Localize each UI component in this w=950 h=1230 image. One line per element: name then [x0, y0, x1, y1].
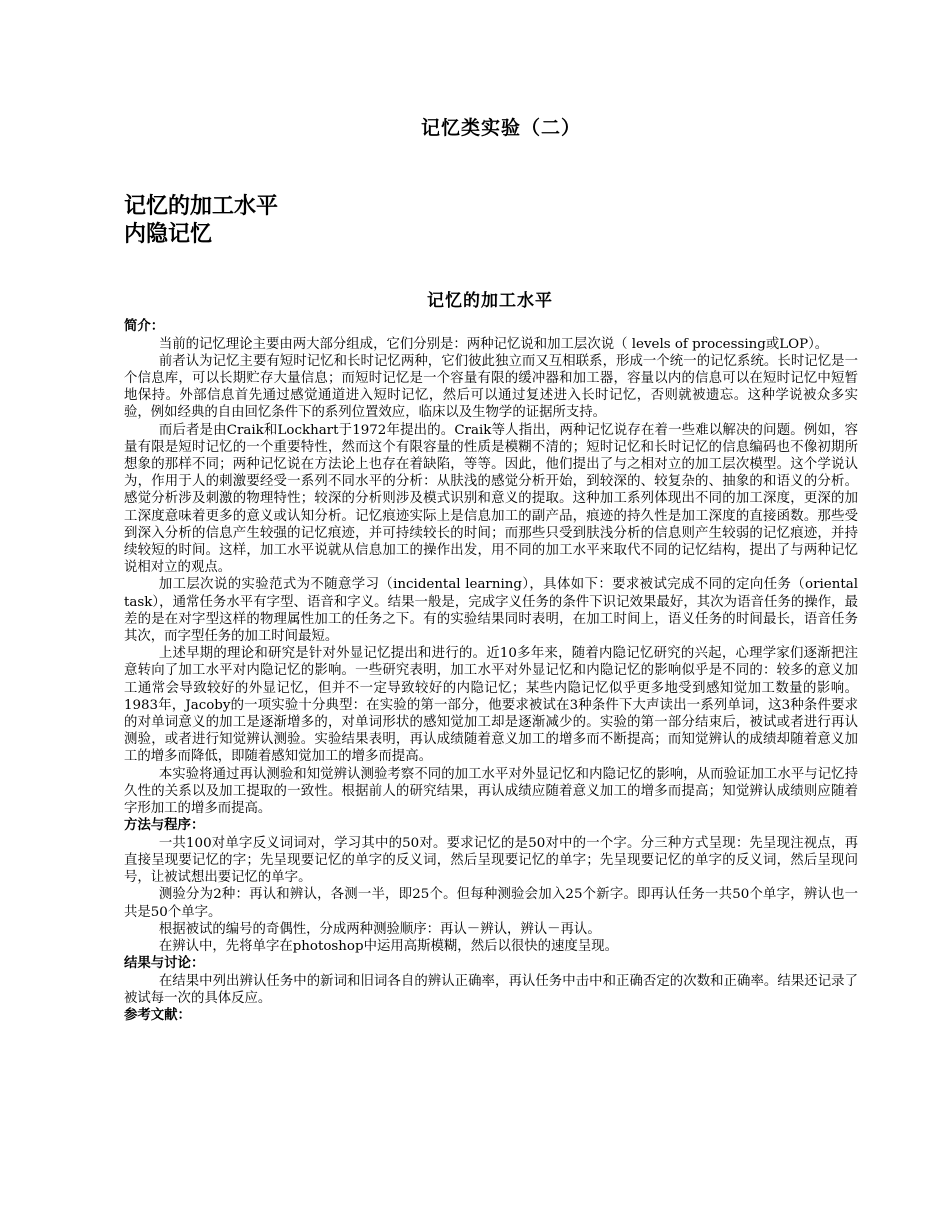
- toc-item-processing-level[interactable]: 记忆的加工水平: [124, 194, 279, 219]
- document-title: 记忆类实验（二）: [420, 117, 581, 139]
- intro-paragraph: 上述早期的理论和研究是针对外显记忆提出和进行的。近10多年来，随着内隐记忆研究的兴起，心理学家们逐渐把注意转向了加工水平对内隐记忆的影响。一些研究表明，加工水平对外显记忆和内隐记忆的影响似乎是不同的：较多的意义加工通常会导致较好的外显记忆，但并不一定导致较好的内隐记忆；某些内隐记忆似乎更多地受到感知觉加工数量的影响。1983年，Jacoby的一项实验十分典型：在实验的第一部分，他要求被试在3种条件下大声读出一系列单词，这3种条件要求的对单词意义的加工是逐渐增多的，对单词形状的感知觉加工却是逐渐减少的。实验的第一部分结束后，被试或者进行再认测验，或者进行知觉辨认测验。实验结果表明，再认成绩随着意义加工的增多而不断提高；而知觉辨认的成绩却随着意义加工的增多而降低，即随着感知觉加工的增多而提高。: [124, 646, 858, 765]
- section-title: 记忆的加工水平: [427, 291, 553, 311]
- table-of-contents: [124, 193, 278, 249]
- results-heading: 结果与讨论：: [124, 956, 205, 972]
- method-heading: 方法与程序：: [124, 818, 205, 834]
- method-paragraph: 在辨认中，先将单字在photoshop中运用高斯模糊，然后以很快的速度呈现。: [158, 939, 618, 955]
- intro-paragraph: 加工层次说的实验范式为不随意学习（incidental learning），具体如下：要求被试完成不同的定向任务（oriental task），通常任务水平有字型、语音和字义。结果一般是，完成字义任务的条件下识记效果最好，其次为语音任务的操作，最差的是在对字型这样的物理属性加工的任务之下。有的实验结果同时表明，在加工时间上，语义任务的时间最长，语音任务其次，而字型任务的加工时间最短。: [124, 577, 858, 645]
- toc-item-implicit-memory[interactable]: 内隐记忆: [124, 222, 213, 247]
- method-paragraph: 测验分为2种：再认和辨认，各测一半，即25个。但每种测验会加入25个新字。即再认任务一共50个单字，辨认也一共是50个单字。: [124, 887, 858, 920]
- method-paragraph: 根据被试的编号的奇偶性，分成两种测验顺序：再认－辨认，辨认－再认。: [158, 921, 601, 937]
- intro-paragraph: 本实验将通过再认测验和知觉辨认测验考察不同的加工水平对外显记忆和内隐记忆的影响，从而验证加工水平与记忆持久性的关系以及加工提取的一致性。根据前人的研究结果，再认成绩应随着意义加工的增多而提高；知觉辨认成绩则应随着字形加工的增多而提高。: [124, 766, 858, 817]
- method-paragraph: 一共100对单字反义词词对，学习其中的50对。要求记忆的是50对中的一个字。分三种方式呈现：先呈现注视点，再直接呈现要记忆的字；先呈现要记忆的单字的反义词，然后呈现要记忆的单字；先呈现要记忆的单字的反义词，然后呈现问号，让被试想出要记忆的单字。: [124, 835, 858, 886]
- references-heading: 参考文献：: [124, 1008, 191, 1024]
- introduction-heading: 简介：: [124, 319, 165, 334]
- intro-paragraph: 当前的记忆理论主要由两大部分组成，它们分别是：两种记忆说和加工层次说（ levels of processing或LOP）。: [158, 336, 829, 352]
- section-body: [124, 318, 858, 1025]
- intro-paragraph: 前者认为记忆主要有短时记忆和长时记忆两种，它们彼此独立而又互相联系，形成一个统一的记忆系统。长时记忆是一个信息库，可以长期贮存大量信息；而短时记忆是一个容量有限的缓冲器和加工器，容量以内的信息可以在短时记忆中短暂地保持。外部信息首先通过感觉通道进入短时记忆，然后可以通过复述进入长时记忆，否则就被遗忘。这种学说被众多实验，例如经典的自由回忆条件下的系列位置效应，临床以及生物学的证据所支持。: [124, 353, 858, 421]
- results-paragraph: 在结果中列出辨认任务中的新词和旧词各自的辨认正确率，再认任务中击中和正确否定的次数和正确率。结果还记录了被试每一次的具体反应。: [124, 973, 858, 1007]
- intro-paragraph: 而后者是由Craik和Lockhart于1972年提出的。Craik等人指出，两种记忆说存在着一些难以解决的问题。例如，容量有限是短时记忆的一个重要特性，然而这个有限容量的性质是模糊不清的；短时记忆和长时记忆的信息编码也不像初期所想象的那样不同；两种记忆说在方法论上也存在着缺陷，等等。因此，他们提出了与之相对立的加工层次模型。这个学说认为，作用于人的刺激要经受一系列不同水平的分析：从肤浅的感觉分析开始，到较深的、较复杂的、抽象的和语义的分析。感觉分析涉及刺激的物理特性；较深的分析则涉及模式识别和意义的提取。这种加工系列体现出不同的加工深度，更深的加工深度意味着更多的意义或认知分析。记忆痕迹实际上是信息加工的副产品，痕迹的持久性是加工深度的直接函数。那些受到深入分析的信息产生较强的记忆痕迹，并可持续较长的时间；而那些只受到肤浅分析的信息则产生较弱的记忆痕迹，并持续较短的时间。这样，加工水平说就从信息加工的操作出发，用不同的加工水平来取代不同的记忆结构，提出了与两种记忆说相对立的观点。: [124, 422, 858, 576]
